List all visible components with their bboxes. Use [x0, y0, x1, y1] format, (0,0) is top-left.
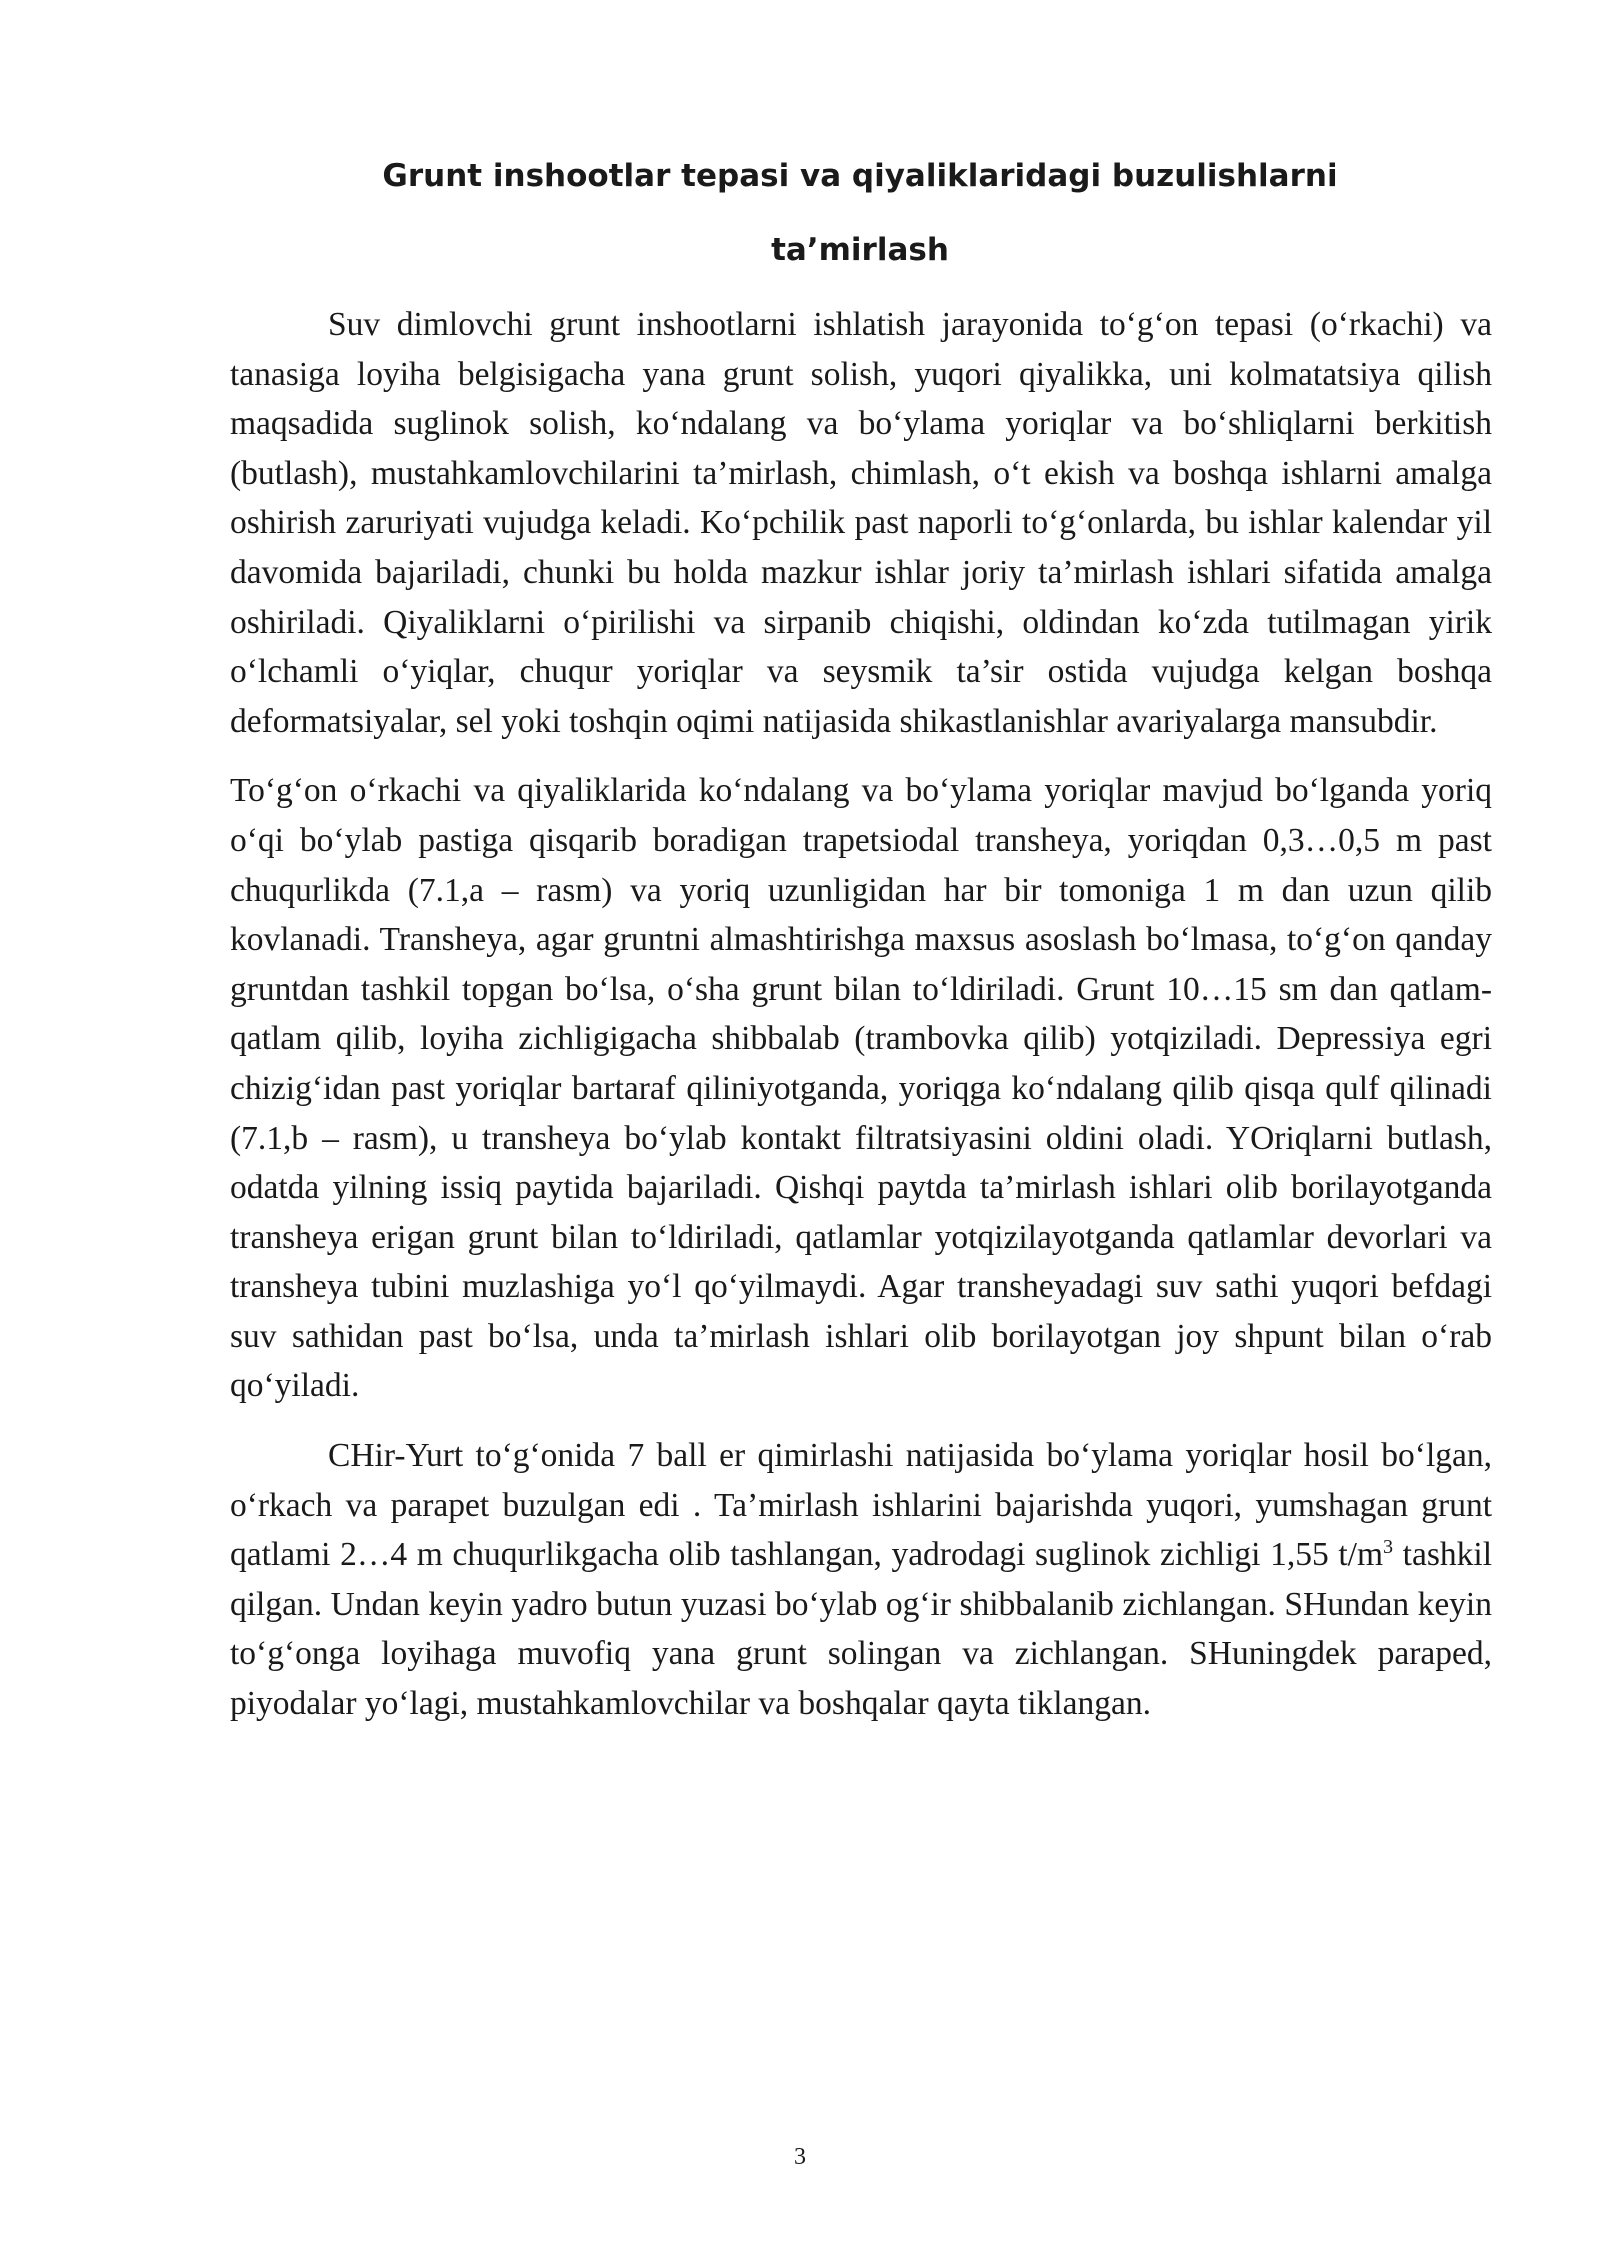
document-title-line-2: ta’mirlash — [771, 232, 949, 268]
paragraph-1: Suv dimlovchi grunt inshootlarni ishlatish jarayonida to‘g‘on tepasi (o‘rkachi) va tanasiga loyiha belgisigacha yana grunt solish, yuqori qiyalikka, uni kolmatatsiya qilish maqsadida suglinok solish, ko‘ndalang va bo‘ylama yoriqlar va bo‘shliqlarni berkitish (butlash), mustahkamlovchilarini ta’mirlash, chimlash, o‘t ekish va boshqa ishlarni amalga oshirish zaruriyati vujudga keladi. Ko‘pchilik past naporli to‘g‘onlarda, bu ishlar kalendar yil davomida bajariladi, chunki bu holda mazkur ishlar joriy ta’mirlash ishlari sifatida amalga oshiriladi. Qiyaliklarni o‘pirilishi va sirpanib chiqishi, oldindan ko‘zda tutilmagan yirik o‘lchamli o‘yiqlar, chuqur yoriqlar va seysmik ta’sir ostida vujudga kelgan boshqa deformatsiyalar, sel yoki toshqin oqimi natijasida shikastlanishlar avariyalarga mansubdir. — [230, 306, 1492, 740]
paragraph-3-text-start: CHir-Yurt to‘g‘onida 7 ball er qimirlashi natijasida bo‘ylama yoriqlar hosil bo‘lgan, o‘rkach va parapet buzulgan edi . Ta’mirlash ishlarini bajarishda yuqori, yumshagan grunt qatlami 2…4 m chuqurlikgacha olib tashlangan, yadrodagi suglinok zichligi 1,55 t/m — [230, 1437, 1492, 1574]
document-body — [230, 300, 1492, 1729]
document-title-line-1: Grunt inshootlar tepasi va qiyaliklaridagi buzulishlarni — [382, 158, 1338, 194]
superscript-3: 3 — [1383, 1536, 1394, 1559]
paragraph-3-text-end: tashkil qilgan. Undan keyin yadro butun yuzasi bo‘ylab og‘ir shibbalanib zichlangan. SHundan keyin to‘g‘onga loyihaga muvofiq yana grunt solingan va zichlangan. SHuningdek paraped, piyodalar yo‘lagi, mustahkamlovchilar va boshqalar qayta tiklangan. — [230, 1536, 1493, 1723]
paragraph-2: To‘g‘on o‘rkachi va qiyaliklarida ko‘ndalang va bo‘ylama yoriqlar mavjud bo‘lganda yoriq o‘qi bo‘ylab pastiga qisqarib boradigan trapetsiodal transheya, yoriqdan 0,3…0,5 m past chuqurlikda (7.1,a – rasm) va yoriq uzunligidan har bir tomoniga 1 m dan uzun qilib kovlanadi. Transheya, agar gruntni almashtirishga maxsus asoslash bo‘lmasa, to‘g‘on qanday gruntdan tashkil topgan bo‘lsa, o‘sha grunt bilan to‘ldiriladi. Grunt 10…15 sm dan qatlam-qatlam qilib, loyiha zichligigacha shibbalab (trambovka qilib) yotqiziladi. Depressiya egri chizig‘idan past yoriqlar bartaraf qiliniyotganda, yoriqga ko‘ndalang qilib qisqa qulf qilinadi (7.1,b – rasm), u transheya bo‘ylab kontakt filtratsiyasini oldini oladi. YOriqlarni butlash, odatda yilning issiq paytida bajariladi. Qishqi paytda ta’mirlash ishlari olib borilayotganda transheya erigan grunt bilan to‘ldiriladi, qatlamlar yotqizilayotganda qatlamlar devorlari va transheya tubini muzlashiga yo‘l qo‘yilmaydi. Agar transheyadagi suv sathi yuqori befdagi suv sathidan past bo‘lsa, unda ta’mirlash ishlari olib borilayotgan joy shpunt bilan o‘rab qo‘yiladi. — [230, 772, 1492, 1405]
page-number: 3 — [794, 2144, 806, 2170]
paragraph-3 — [230, 1431, 1492, 1729]
